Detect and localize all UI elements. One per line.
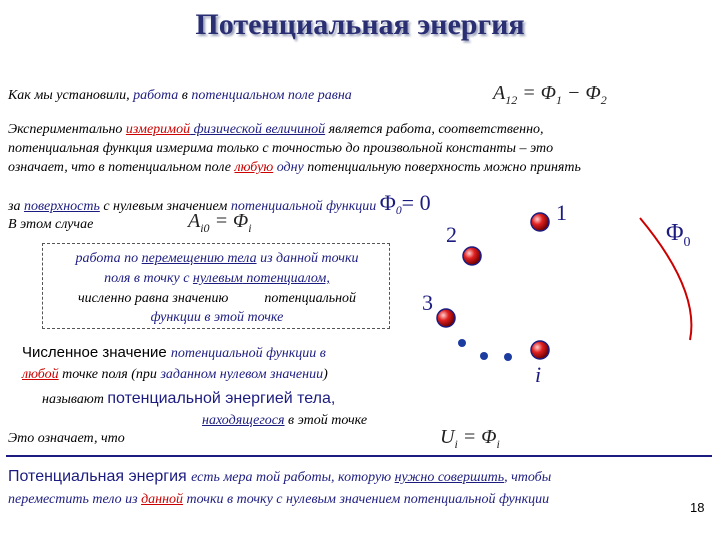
path-dot (504, 353, 512, 361)
work-formula: $A_{12} = \Phi_1 - \Phi_2$ (493, 82, 607, 107)
case-formula: $A_{i0} = \Phi_i$ (188, 210, 252, 235)
footer-line-2: переместить тело из данной точки в точку с нулевым значением потенциальной функции (8, 492, 550, 507)
para-line-3: означает, что в потенциальном поле любую одну потенциальную поверхность можно принять (8, 160, 581, 175)
page-number: 18 (690, 500, 705, 515)
zero-surface-label: $\Phi_0$ (666, 220, 691, 250)
point-i-marker (531, 341, 549, 359)
energy-formula: $U_i = \Phi_i$ (440, 426, 500, 451)
point-2-label: 2 (446, 222, 457, 247)
para-line-4: за поверхность с нулевым значением потенциальной функции $\Phi_0= 0$ (8, 190, 431, 217)
para-line-1: Экспериментально измеримой физической величиной является работа, соответственно, (8, 122, 544, 137)
path-dot (458, 339, 466, 347)
case-label: В этом случае (8, 217, 94, 232)
definition-text: работа по перемещению тела из данной точки поля в точку с нулевым потенциалом, численно равна значению потенциальной функции в этой точке (75, 251, 359, 325)
intro-line: Как мы установили, работа в потенциальном поле равна (8, 88, 352, 103)
para-line-2: потенциальная функция измерима только с точностью до произвольной константы – это (8, 141, 554, 156)
point-3-label: 3 (422, 290, 433, 315)
p3-line-5: Это означает, что (8, 431, 125, 446)
point-3-marker (437, 309, 455, 327)
point-i-label: i (535, 362, 542, 387)
p3-line-1: Численное значение потенциальной функции в (22, 344, 326, 361)
point-2-marker (463, 247, 481, 265)
path-dot (480, 352, 488, 360)
p3-line-4: находящегося в этой точке (202, 413, 368, 428)
point-1-label: 1 (556, 200, 567, 225)
p3-line-2: любой точке поля (при заданном нулевом значении) (22, 367, 328, 382)
p3-line-3: называют потенциальной энергией тела, (42, 390, 336, 407)
footer-line-1: Потенциальная энергия есть мера той работы, которую нужно совершить, чтобы (8, 468, 552, 485)
point-1-marker (531, 213, 549, 231)
page-title: Потенциальная энергия (195, 8, 525, 41)
